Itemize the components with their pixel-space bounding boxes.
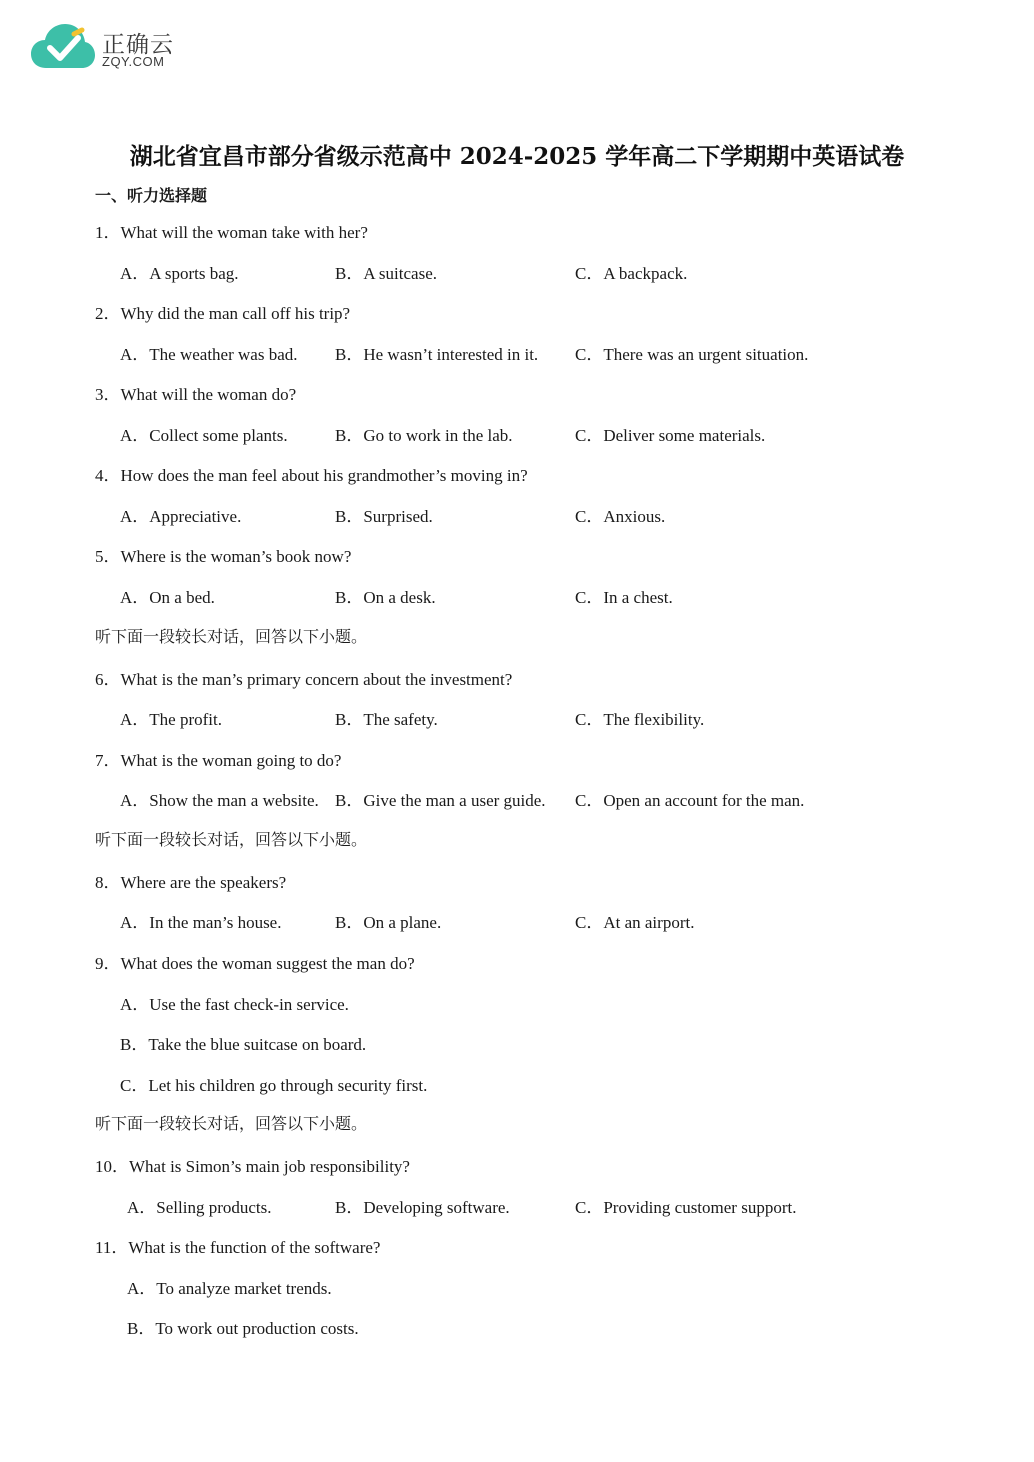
listening-note: 听下面一段较长对话，回答以下小题。 <box>95 1114 368 1133</box>
option-c: C．Providing customer support. <box>575 1198 797 1217</box>
option-c: C．At an airport. <box>575 913 695 932</box>
option-a: A．In the man’s house. <box>120 913 282 932</box>
section-heading: 一、听力选择题 <box>95 186 208 205</box>
option-a: A．The profit. <box>120 710 222 729</box>
option-a: A．Use the fast check-in service. <box>120 995 349 1014</box>
question-stem: 5．Where is the woman’s book now? <box>95 547 352 566</box>
brand-name-cn: 正确云 <box>102 32 174 58</box>
option-a: A．Appreciative. <box>120 507 242 526</box>
option-a: A．Show the man a website. <box>120 791 319 810</box>
listening-note: 听下面一段较长对话，回答以下小题。 <box>95 830 368 849</box>
option-a: A．On a bed. <box>120 588 215 607</box>
option-b: B．Surprised. <box>335 507 433 526</box>
option-b: B．Developing software. <box>335 1198 510 1217</box>
option-c: C．Anxious. <box>575 507 666 526</box>
option-c: C．A backpack. <box>575 264 688 283</box>
option-c: C．Deliver some materials. <box>575 426 766 445</box>
option-c: C．Open an account for the man. <box>575 791 805 810</box>
question-stem: 8．Where are the speakers? <box>95 873 287 892</box>
question-stem: 9．What does the woman suggest the man do? <box>95 954 415 973</box>
option-c: C．In a chest. <box>575 588 673 607</box>
option-b: B．To work out production costs. <box>127 1319 359 1338</box>
option-c: C．Let his children go through security first. <box>120 1076 428 1095</box>
question-stem: 11．What is the function of the software? <box>95 1238 381 1257</box>
brand-name-en: ZQY.COM <box>102 54 165 69</box>
option-b: B．Take the blue suitcase on board. <box>120 1035 367 1054</box>
option-b: B．The safety. <box>335 710 438 729</box>
question-stem: 4．How does the man feel about his grandmother’s moving in? <box>95 466 528 485</box>
option-a: A．The weather was bad. <box>120 345 298 364</box>
exam-title: 湖北省宜昌市部分省级示范高中 2024-2025 学年高二下学期期中英语试卷 <box>129 143 905 170</box>
question-stem: 10．What is Simon’s main job responsibility? <box>95 1157 410 1176</box>
option-c: C．The flexibility. <box>575 710 705 729</box>
question-stem: 3．What will the woman do? <box>95 385 297 404</box>
option-b: B．Give the man a user guide. <box>335 791 546 810</box>
option-b: B．Go to work in the lab. <box>335 426 513 445</box>
option-a: A．Selling products. <box>127 1198 272 1217</box>
question-stem: 1．What will the woman take with her? <box>95 223 368 242</box>
question-stem: 7．What is the woman going to do? <box>95 751 342 770</box>
option-b: B．On a desk. <box>335 588 436 607</box>
option-a: A．Collect some plants. <box>120 426 288 445</box>
brand-logo <box>30 22 190 74</box>
cloud-check-icon <box>30 22 96 72</box>
listening-note: 听下面一段较长对话，回答以下小题。 <box>95 627 368 646</box>
option-b: B．A suitcase. <box>335 264 437 283</box>
option-b: B．On a plane. <box>335 913 442 932</box>
option-a: A．To analyze market trends. <box>127 1279 332 1298</box>
question-stem: 2．Why did the man call off his trip? <box>95 304 351 323</box>
question-stem: 6．What is the man’s primary concern about the investment? <box>95 670 513 689</box>
option-c: C．There was an urgent situation. <box>575 345 809 364</box>
option-a: A．A sports bag. <box>120 264 239 283</box>
option-b: B．He wasn’t interested in it. <box>335 345 539 364</box>
